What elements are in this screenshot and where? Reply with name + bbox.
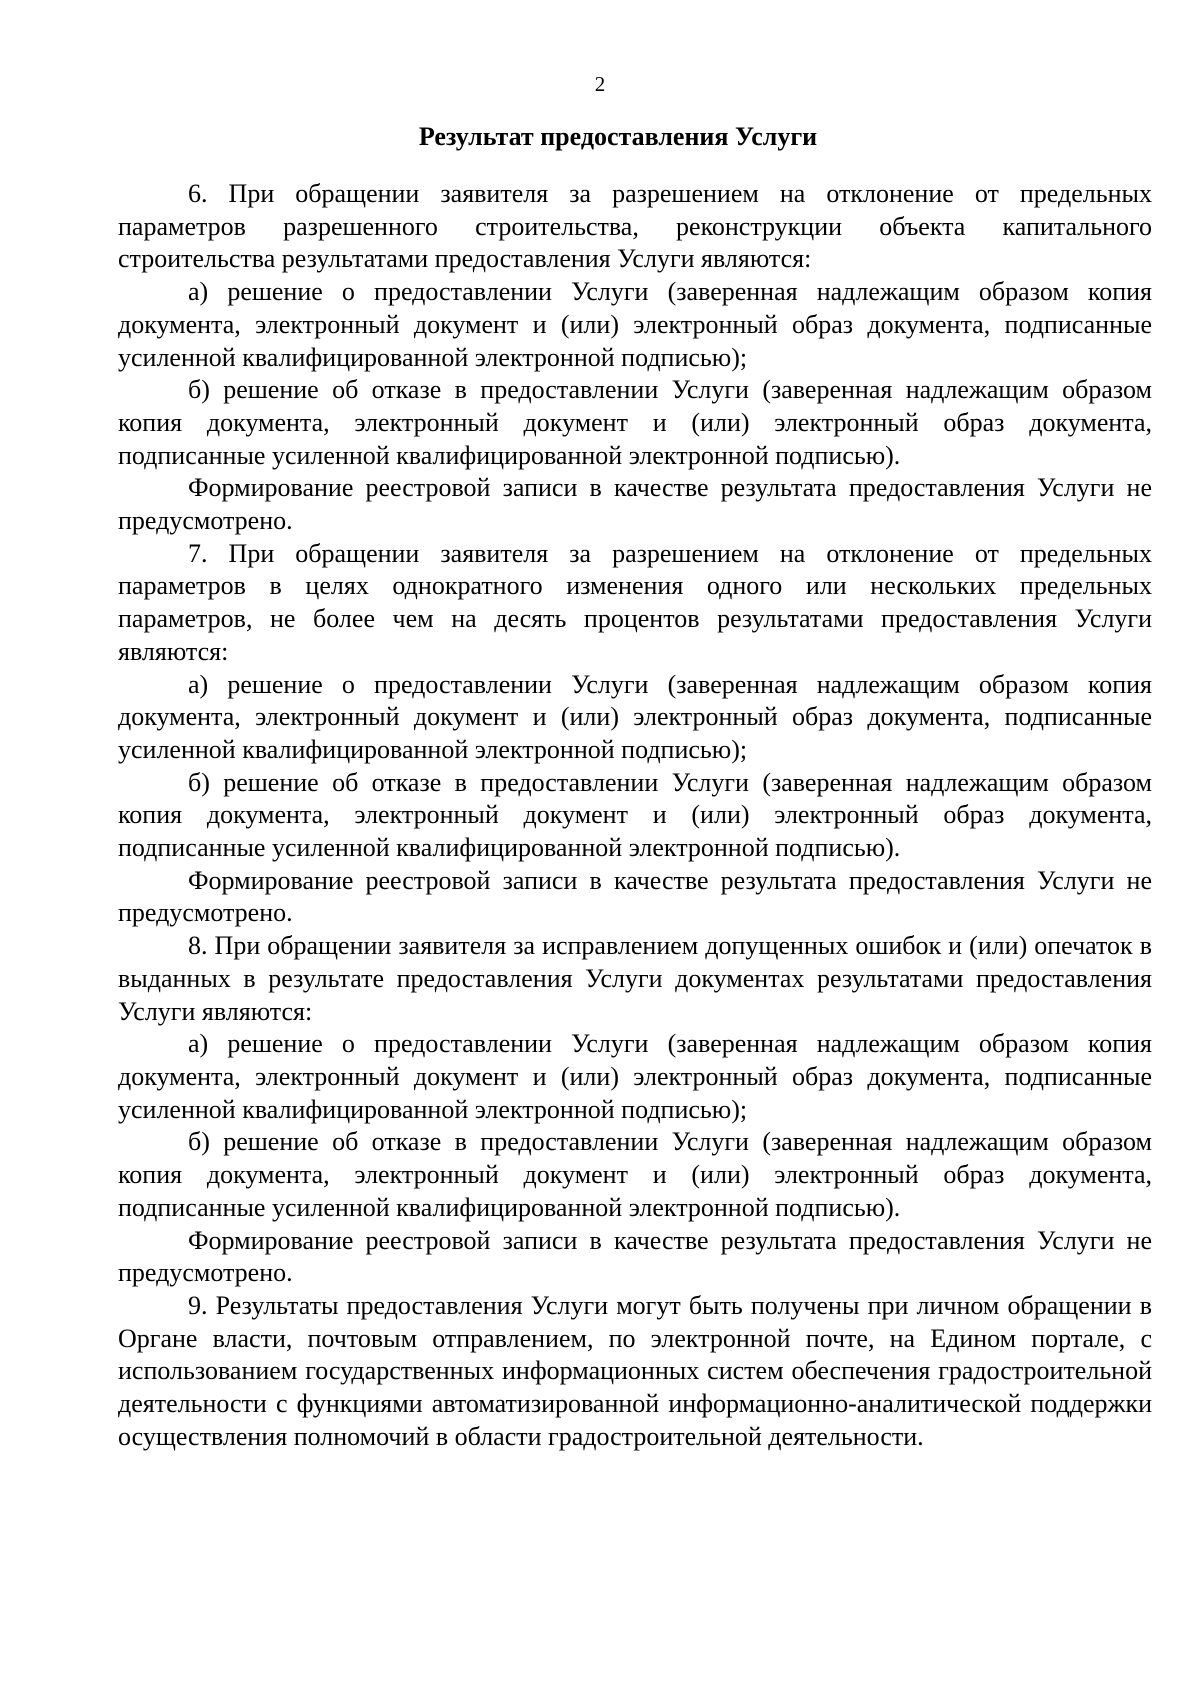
section-heading: Результат предоставления Услуги bbox=[418, 122, 818, 151]
paragraph-6-item-a: а) решение о предоставлении Услуги (заверенная надлежащим образом копия документа, электронный документ и (или) электронный образ документа, подписанные усиленной квалифицированной электронной подписью); bbox=[118, 277, 1152, 372]
paragraph-8-registry-note: Формирование реестровой записи в качестве результата предоставления Услуги не предусмотрено. bbox=[118, 1225, 1152, 1288]
paragraph-7-intro: 7. При обращении заявителя за разрешением на отклонение от предельных параметров в целях однократного изменения одного или нескольких предельных параметров, не более чем на десять процентов результатами предоставления Услуги являются: bbox=[118, 538, 1152, 666]
paragraph-7-item-b: б) решение об отказе в предоставлении Услуги (заверенная надлежащим образом копия документа, электронный документ и (или) электронный образ документа, подписанные усиленной квалифицированной электронной подписью). bbox=[118, 767, 1152, 863]
paragraph-9: 9. Результаты предоставления Услуги могут быть получены при личном обращении в Органе власти, почтовым отправлением, по электронной почте, на Едином портале, с использованием государственных информационных систем обеспечения градостроительной деятельности с функциями автоматизированной информационно-аналитической поддержки осуществления полномочий в области градостроительной деятельности. bbox=[118, 1290, 1152, 1451]
paragraph-6-registry-note: Формирование реестровой записи в качестве результата предоставления Услуги не предусмотрено. bbox=[118, 473, 1152, 536]
page-number: 2 bbox=[594, 72, 606, 96]
document-body bbox=[118, 178, 1152, 1453]
paragraph-7-item-a: а) решение о предоставлении Услуги (заверенная надлежащим образом копия документа, электронный документ и (или) электронный образ документа, подписанные усиленной квалифицированной электронной подписью); bbox=[118, 669, 1152, 764]
paragraph-7-registry-note: Формирование реестровой записи в качестве результата предоставления Услуги не предусмотрено. bbox=[118, 865, 1152, 928]
paragraph-8-item-a: а) решение о предоставлении Услуги (заверенная надлежащим образом копия документа, электронный документ и (или) электронный образ документа, подписанные усиленной квалифицированной электронной подписью); bbox=[118, 1029, 1152, 1124]
paragraph-6-item-b: б) решение об отказе в предоставлении Услуги (заверенная надлежащим образом копия документа, электронный документ и (или) электронный образ документа, подписанные усиленной квалифицированной электронной подписью). bbox=[118, 375, 1152, 470]
paragraph-8-item-b: б) решение об отказе в предоставлении Услуги (заверенная надлежащим образом копия документа, электронный документ и (или) электронный образ документа, подписанные усиленной квалифицированной электронной подписью). bbox=[118, 1127, 1152, 1222]
paragraph-6-intro: 6. При обращении заявителя за разрешением на отклонение от предельных параметров разрешенного строительства, реконструкции объекта капитального строительства результатами предоставления Услуги являются: bbox=[118, 179, 1152, 274]
paragraph-8-intro: 8. При обращении заявителя за исправлением допущенных ошибок и (или) опечаток в выданных в результате предоставления Услуги документах результатами предоставления Услуги являются: bbox=[118, 931, 1152, 1026]
